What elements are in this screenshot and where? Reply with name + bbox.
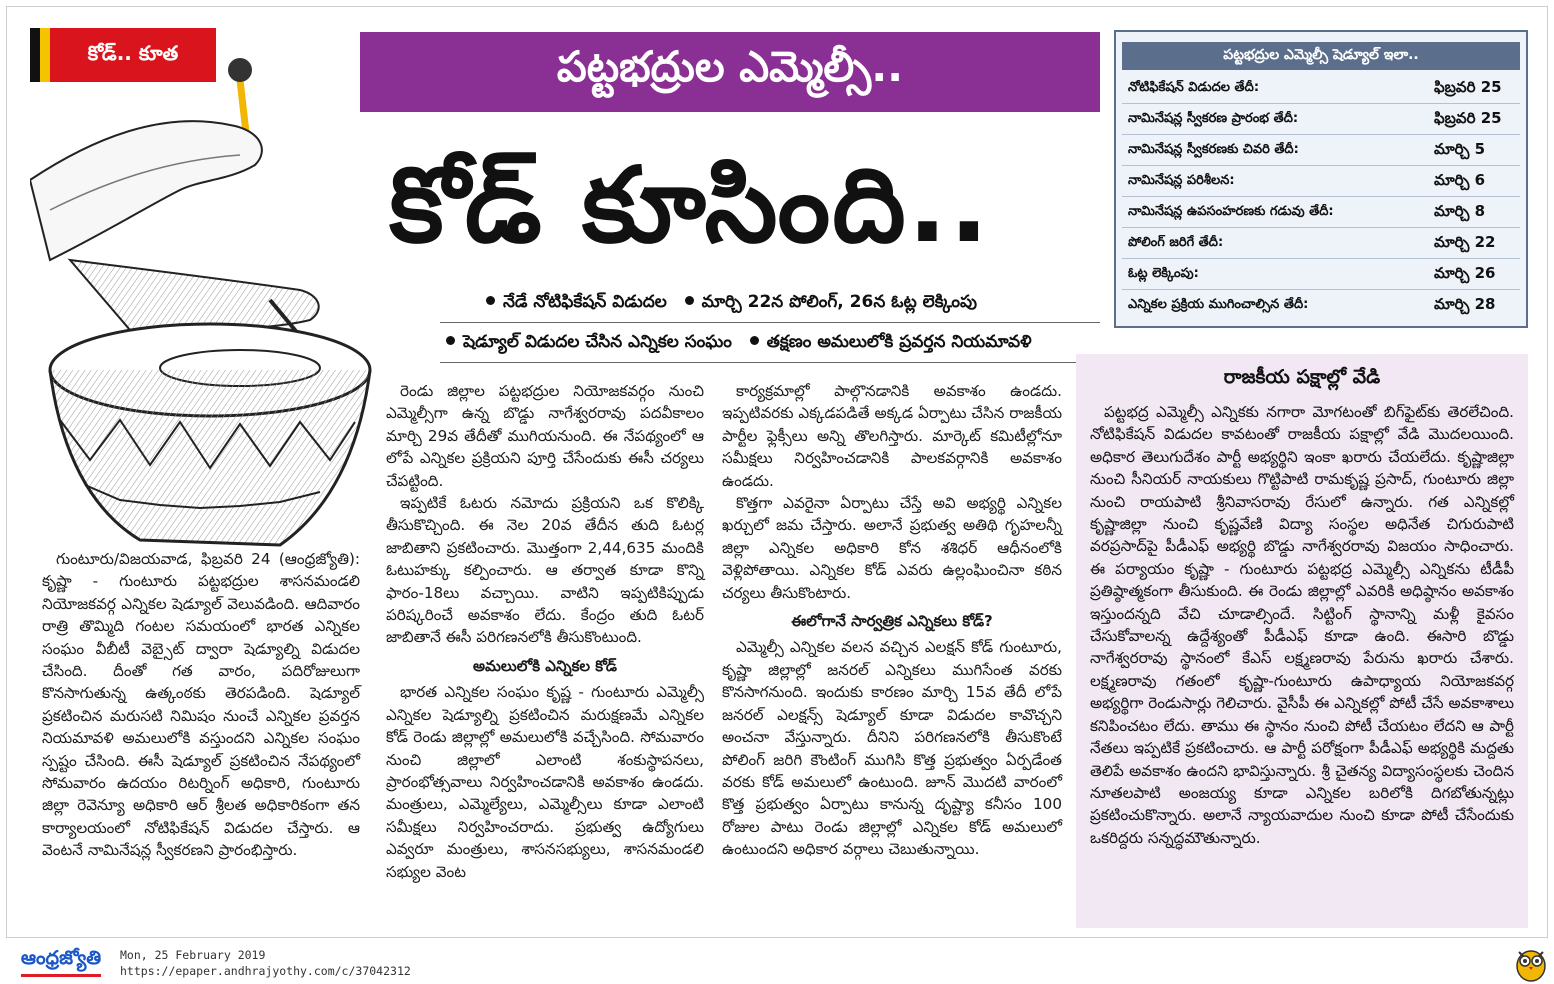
- divider: [440, 362, 1100, 363]
- deck-item: తక్షణం అమలులోకి ప్రవర్తన నియమావళి: [766, 332, 1032, 352]
- sidebar-box: [1076, 354, 1528, 928]
- logo-text: ఆంధ్రజ్యోతి: [21, 947, 101, 977]
- bullet-dot: [486, 296, 495, 305]
- article-column-3: [722, 380, 1062, 861]
- schedule-row: [1122, 74, 1520, 104]
- main-headline: కోడ్ కూసింది..: [389, 144, 991, 266]
- footer-meta: [120, 947, 411, 979]
- article-column-2: [386, 380, 704, 883]
- divider: [440, 322, 1100, 323]
- schedule-label: ఓట్ల లెక్కింపు:: [1128, 265, 1199, 281]
- article-paragraph: గుంటూరు/విజయవాడ, ఫిబ్రవరి 24 (ఆంధ్రజ్యోతి): కృష్ణా - గుంటూరు పట్టభద్రుల శాసనమండలి నియోజకవర్గ ఎన్నికల షెడ్యూల్ వెలువడింది. ఆదివారం రాత్రి తొమ్మిది గంటల సమయంలో భారత ఎన్నికల సంఘం వీబీటీ వెబ్సైట్ ద్వారా షెడ్యూల్ని విడుదల చేసింది. దీంతో గత వారం, పదిరోజులుగా కొనసాగుతున్న ఉత్కంఠకు తెరపడింది. షెడ్యూల్ ప్రకటించిన మరుసటి నిమిషం నుంచే ఎన్నికల ప్రవర్తన నియమావళి అమలులోకి వస్తుందని ఎన్నికల సంఘం స్పష్టం చేసింది. ఈసీ షెడ్యూల్ ప్రకటించిన నేపథ్యంలో సోమవారం ఉదయం రిటర్నింగ్ అధికారి, గుంటూరు జిల్లా రెవెన్యూ అధికారి ఆర్ శ్రీలత అధికారికంగా తన కార్యాలయంలో నోటిఫికేషన్ విడుదల చేస్తారు. ఆ వెంటనే నామినేషన్ల స్వీకరణని ప్రారంభిస్తారు.: [42, 550, 360, 860]
- schedule-date: మార్చి 22: [1434, 232, 1496, 251]
- tag-stripe-yellow: [40, 28, 50, 82]
- schedule-label: నామినేషన్ల ఉపసంహరణకు గడువు తేదీ:: [1128, 203, 1334, 219]
- schedule-title: పట్టభద్రుల ఎమ్మెల్సీ షెడ్యూల్ ఇలా..: [1122, 42, 1520, 70]
- deck-item: షెడ్యూల్ విడుదల చేసిన ఎన్నికల సంఘం: [463, 332, 732, 352]
- schedule-label: నామినేషన్ల పరిశీలన:: [1128, 172, 1235, 188]
- subheading: ఈలోగానే సార్వత్రిక ఎన్నికలు కోడ్?: [791, 612, 993, 631]
- article-paragraph: కొత్తగా ఎవరైనా ఏర్పాటు చేస్తే అవి అభ్యర్థి ఎన్నికల ఖర్చులో జమ చేస్తారు. అలానే ప్రభుత్వ అతిథి గృహలన్నీ జిల్లా ఎన్నికల అధికారి కోన శశిధర్ ఆధీనంలోకి వెళ్లిపోతాయి. ఎన్నికల కోడ్ ఎవరు ఉల్లంఘించినా కఠిన చర్యలు తీసుకొంటారు.: [722, 494, 1062, 602]
- article-column-1: [42, 548, 360, 862]
- schedule-label: ఎన్నికల ప్రక్రియ ముగించాల్సిన తేదీ:: [1128, 297, 1309, 312]
- article-paragraph: రెండు జిల్లాల పట్టభద్రుల నియోజకవర్గం నుంచి ఎమ్మెల్సీగా ఉన్న బొడ్డు నాగేశ్వరరావు పదవీకాలం మార్చి 29వ తేదీతో ముగియనుంది. ఈ నేపథ్యంలో ఆ లోపే ఎన్నికల ప్రక్రియని పూర్తి చేసేందుకు ఈసీ చర్యలు చేపట్టింది.: [386, 382, 704, 490]
- footer: [0, 942, 1554, 984]
- schedule-date: మార్చి 28: [1434, 295, 1496, 313]
- schedule-row: [1122, 105, 1520, 135]
- schedule-row: [1122, 167, 1520, 197]
- deck-line-2: [446, 332, 1032, 356]
- schedule-label: పోలింగ్ జరిగే తేదీ:: [1128, 234, 1224, 250]
- schedule-row: [1122, 229, 1520, 259]
- tag-stripe-black: [30, 28, 40, 82]
- article-paragraph: కార్యక్రమాల్లో పాల్గొనడానికి అవకాశం ఉండదు. ఇప్పటివరకు ఎక్కడపడితే అక్కడ ఏర్పాటు చేసిన రాజకీయ పార్టీల ఫ్లెక్సీలు అన్ని తొలగిస్తారు. మార్కెట్ కమిటీల్లోనూ సమీక్షలు నిర్వహించడానికి పాలకవర్గానికి అవకాశం ఉండదు.: [722, 382, 1062, 490]
- page-url[interactable]: https://epaper.andhrajyothy.com/c/37042312: [120, 964, 411, 978]
- schedule-label: నామినేషన్ల స్వీకరణ ప్రారంభ తేదీ:: [1128, 110, 1299, 126]
- deck-line-1: [486, 292, 977, 316]
- bullet-dot: [446, 336, 455, 345]
- owl-icon: [1514, 942, 1548, 982]
- bullet-dot: [750, 336, 759, 345]
- kicker-banner: పట్టభద్రుల ఎమ్మెల్సీ..: [360, 32, 1100, 112]
- schedule-date: ఫిబ్రవరి 25: [1434, 77, 1502, 96]
- schedule-date: మార్చి 26: [1434, 263, 1496, 282]
- sidebar-paragraph: పట్టభద్ర ఎమ్మెల్సీ ఎన్నికకు నగారా మోగటంతో బిగ్‌ఫైట్‌కు తెరలేచింది. నోటిఫికేషన్ విడుదల కావటంతో రాజకీయ పక్షాల్లో వేడి మొదలయింది. అధికార తెలుగుదేశం పార్టీ అభ్యర్థిని ఇంకా ఖరారు చేయలేదు. కృష్ణాజిల్లా నుంచి సీనియర్ నాయకులు గొట్టిపాటి రామకృష్ణ ప్రసాద్, గుంటూరు జిల్లా నుంచి రాయపాటి శ్రీనివాసరావు రేసులో ఉన్నారు. గత ఎన్నికల్లో కృష్ణాజిల్లా నుంచి కృష్ణవేణి విద్యా సంస్థల అధినేత చిగురుపాటి వరప్రసాద్‌పై పీడీఎఫ్ అభ్యర్థి బొడ్డు నాగేశ్వరరావు విజయం సాధించారు. ఈ పర్యాయం కృష్ణా - గుంటూరు పట్టభద్ర ఎమ్మెల్సీ ఎన్నికను టీడీపీ ప్రతిష్ఠాత్మకంగా తీసుకుంది. ఈ రెండు జిల్లాల్లో ఎవరికి అధిష్ఠానం అవకాశం ఇస్తుందన్నది వేచి చూడాల్సిందే. సిట్టింగ్ స్థానాన్ని మళ్లీ కైవసం చేసుకోవాలన్న ఉద్దేశ్యంతో పీడీఎఫ్ కూడా ఉంది. ఈసారి బొడ్డు నాగేశ్వరరావు స్థానంలో కేఎస్ లక్ష్మణరావు పేరును ఖరారు చేశారు. లక్ష్మణరావు గతంలో కృష్ణా-గుంటూరు ఉపాధ్యాయ నియోజకవర్గ అభ్యర్థిగా రెండుసార్లు గెలిచారు. వైసీపీ ఈ ఎన్నికల్లో పోటీ చేసే అవకాశాలు కనిపించటం లేదు. తాము ఈ స్థానం నుంచి పోటీ చేయటం లేదని ఆ పార్టీ నేతలు ఇప్పటికే ప్రకటించారు. ఆ పార్టీ పరోక్షంగా పీడీఎఫ్ అభ్యర్థికి మద్దతు తెలిపే అవకాశం ఉందని భావిస్తున్నారు. శ్రీ చైతన్య విద్యాసంస్థలకు చెందిన నూతలపాటి అంజయ్య కూడా ఎన్నికల బరిలోకి దిగబోతున్నట్లు ప్రకటించుకొన్నారు. అలానే న్యాయవాదుల నుంచి కూడా పోటీ చేసేందుకు ఒకరిద్దరు సన్నద్ధమౌతున్నారు.: [1090, 403, 1514, 847]
- edition-date: Mon, 25 February 2019: [120, 948, 266, 962]
- schedule-date: మార్చి 6: [1434, 170, 1486, 189]
- schedule-row: [1122, 260, 1520, 290]
- section-tag: [30, 28, 216, 82]
- article-paragraph: భారత ఎన్నికల సంఘం కృష్ణ - గుంటూరు ఎమ్మెల్సీ ఎన్నికల షెడ్యూల్ని ప్రకటించిన మరుక్షణమే ఎన్నికల కోడ్ రెండు జిల్లాల్లో అమలులోకి వచ్చేసింది. సోమవారం నుంచి జిల్లాలో ఎలాంటి శంకుస్థాపనలు, ప్రారంభోత్సవాలు నిర్వహించడానికి అవకాశం ఉండదు. మంత్రులు, ఎమ్మెల్యేలు, ఎమ్మెల్సీలు కూడా ఎలాంటి సమీక్షలు నిర్వహించరాదు. ప్రభుత్వ ఉద్యోగులు ఎవ్వరూ మంత్రులు, శాసనసభ్యులు, శాసనమండలి సభ్యుల వెంట: [386, 683, 704, 881]
- publication-logo[interactable]: [8, 946, 114, 978]
- schedule-date: మార్చి 8: [1434, 201, 1486, 220]
- sidebar-body: [1076, 401, 1528, 849]
- deck-item: మార్చి 22న పోలింగ్, 26న ఓట్ల లెక్కింపు: [701, 292, 977, 312]
- schedule-row: [1122, 136, 1520, 166]
- schedule-date: మార్చి 5: [1434, 139, 1486, 158]
- tag-label: కోడ్.. కూత: [50, 28, 216, 82]
- schedule-row: [1122, 291, 1520, 321]
- article-paragraph: ఇప్పటికే ఓటరు నమోదు ప్రక్రియని ఒక కొలిక్కి తీసుకొచ్చింది. ఈ నెల 20వ తేదీన తుది ఓటర్ల జాబితాని ప్రకటించారు. మొత్తంగా 2,44,635 మందికి ఓటుహక్కు కల్పించారు. ఆ తర్వాత కూడా కొన్ని ఫారం-18లు వచ్చాయి. వాటిని ఇప్పటికిప్పుడు పరిష్కరించే అవకాశం లేదు. కేంద్రం తుది ఓటర్ జాబితానే ఈసీ పరిగణనలోకి తీసుకొంటుంది.: [386, 494, 704, 647]
- bullet-dot: [685, 296, 694, 305]
- schedule-box: [1114, 30, 1528, 328]
- deck-item: నేడే నోటిఫికేషన్ విడుదల: [503, 292, 667, 312]
- schedule-date: ఫిబ్రవరి 25: [1434, 108, 1502, 127]
- sidebar-title: రాజకీయ పక్షాల్లో వేడి: [1223, 366, 1381, 388]
- article-paragraph: ఎమ్మెల్సీ ఎన్నికల వలన వచ్చిన ఎలక్షన్ కోడ్ గుంటూరు, కృష్ణా జిల్లాల్లో జనరల్ ఎన్నికలు ముగిసేంత వరకు కొనసాగనుంది. ఇందుకు కారణం మార్చి 15వ తేదీ లోపే జనరల్ ఎలక్షన్స్ షెడ్యూల్ కూడా విడుదల కావొచ్చని అంచనా వేస్తున్నారు. దీనిని పరిగణనలోకి తీసుకొంటే పోలింగ్ జరిగి కౌంటింగ్ ముగిసి కొత్త ప్రభుత్వం ఏర్పడేంత వరకు కోడ్ అమలులో ఉంటుంది. జూన్ మొదటి వారంలో కొత్త ప్రభుత్వం ఏర్పాటు కానున్న దృష్ట్యా కనీసం 100 రోజుల పాటు రెండు జిల్లాల్లో ఎన్నికల కోడ్ అమలులో ఉంటుందని అధికార వర్గాలు చెబుతున్నాయి.: [722, 638, 1062, 859]
- subheading: అమలులోకి ఎన్నికల కోడ్: [473, 656, 617, 675]
- schedule-label: నోటిఫికేషన్ విడుదల తేదీ:: [1128, 79, 1260, 95]
- schedule-label: నామినేషన్ల స్వీకరణకు చివరి తేదీ:: [1128, 141, 1299, 157]
- schedule-row: [1122, 198, 1520, 228]
